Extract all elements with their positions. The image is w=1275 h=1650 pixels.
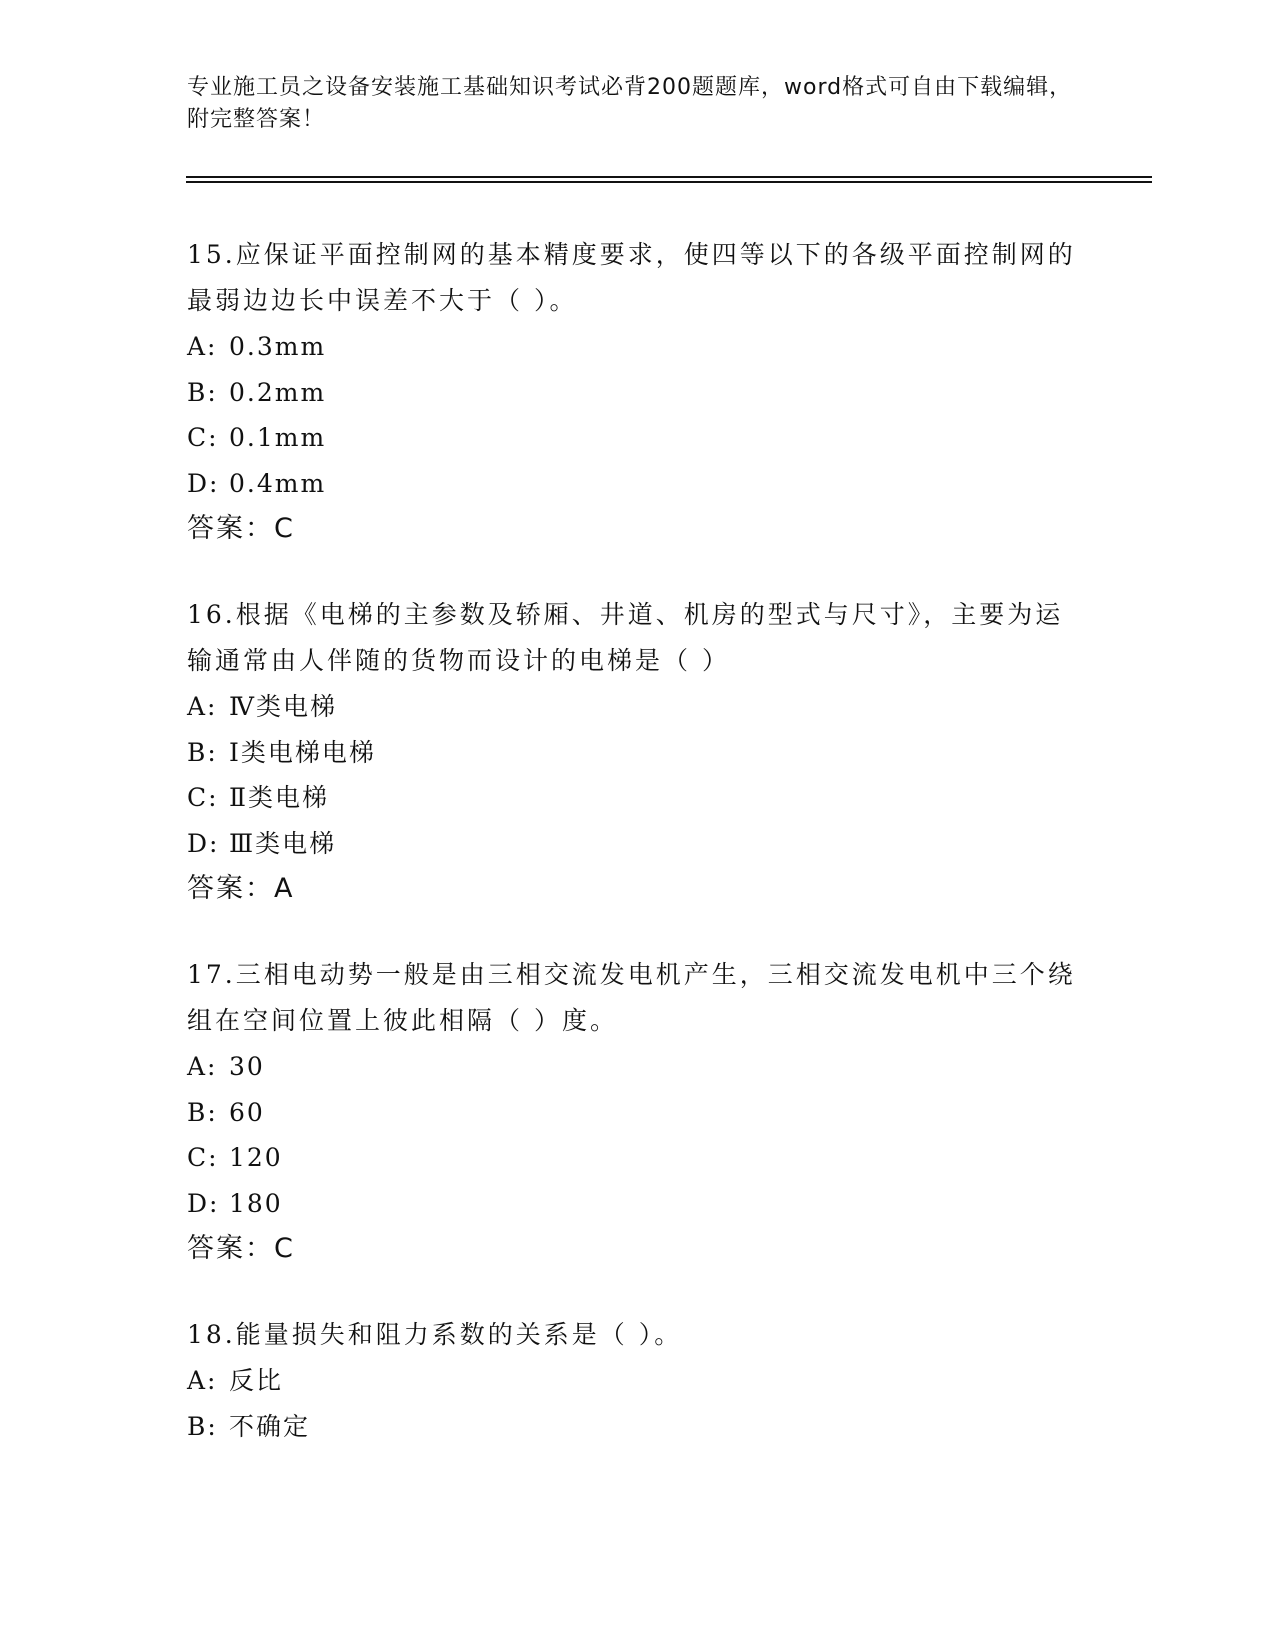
- option-label: B:: [187, 377, 218, 407]
- option-text: 0.3mm: [229, 332, 327, 361]
- document-header: 专业施工员之设备安装施工基础知识考试必背200题题库，word格式可自由下载编辑，附完整答案！: [187, 75, 1073, 132]
- option-label: B:: [187, 1097, 218, 1127]
- option-label: D:: [187, 828, 220, 858]
- option-c: [187, 775, 1087, 821]
- option-d: [187, 821, 1087, 867]
- option-label: D:: [187, 1188, 220, 1218]
- option-text: 180: [229, 1188, 283, 1218]
- option-a: [187, 1044, 1087, 1090]
- question-16: [187, 592, 1087, 912]
- option-text: Ⅳ类电梯: [229, 692, 337, 721]
- question-18: [187, 1312, 1087, 1449]
- option-text: 0.1mm: [229, 423, 327, 452]
- option-label: B:: [187, 1411, 218, 1441]
- option-text: 30: [229, 1052, 265, 1081]
- option-label: B:: [187, 737, 218, 767]
- option-text: Ⅰ类电梯电梯: [229, 737, 376, 767]
- option-label: A:: [187, 1052, 218, 1081]
- option-label: C:: [187, 1143, 219, 1172]
- option-label: C:: [187, 423, 219, 452]
- question-stem: 16.根据《电梯的主参数及轿厢、井道、机房的型式与尺寸》，主要为运输通常由人伴随的货物而设计的电梯是（ ）: [187, 600, 1064, 675]
- option-d: [187, 461, 1087, 507]
- option-a: [187, 684, 1087, 730]
- option-text: 120: [229, 1143, 283, 1172]
- option-label: C:: [187, 783, 219, 812]
- option-b: [187, 730, 1087, 776]
- option-c: [187, 1135, 1087, 1181]
- answer: 答案：A: [187, 873, 295, 904]
- question-17: [187, 952, 1087, 1272]
- question-stem: 15.应保证平面控制网的基本精度要求，使四等以下的各级平面控制网的最弱边边长中误差不大于（ ）。: [187, 240, 1076, 315]
- question-stem: 17.三相电动势一般是由三相交流发电机产生，三相交流发电机中三个绕组在空间位置上彼此相隔（ ）度。: [187, 960, 1076, 1035]
- option-b: [187, 370, 1087, 416]
- option-a: [187, 324, 1087, 370]
- answer: 答案：C: [187, 513, 295, 544]
- option-text: 60: [229, 1097, 265, 1127]
- question-stem: 18.能量损失和阻力系数的关系是（ ）。: [187, 1320, 683, 1349]
- option-text: 0.4mm: [229, 468, 327, 498]
- option-label: A:: [187, 692, 218, 721]
- option-b: [187, 1404, 1087, 1450]
- option-text: 0.2mm: [229, 377, 327, 407]
- header-divider-top: [186, 176, 1152, 178]
- option-d: [187, 1181, 1087, 1227]
- question-list: [187, 232, 1087, 1489]
- option-b: [187, 1090, 1087, 1136]
- option-text: 反比: [229, 1366, 284, 1395]
- option-c: [187, 415, 1087, 461]
- option-label: A:: [187, 332, 218, 361]
- option-label: A:: [187, 1366, 218, 1395]
- option-text: Ⅲ类电梯: [229, 828, 337, 858]
- answer: 答案：C: [187, 1233, 295, 1264]
- option-label: D:: [187, 468, 220, 498]
- option-text: 不确定: [229, 1411, 311, 1441]
- question-15: [187, 232, 1087, 552]
- option-a: [187, 1358, 1087, 1404]
- header-divider-bottom: [186, 181, 1152, 183]
- option-text: Ⅱ类电梯: [229, 783, 329, 812]
